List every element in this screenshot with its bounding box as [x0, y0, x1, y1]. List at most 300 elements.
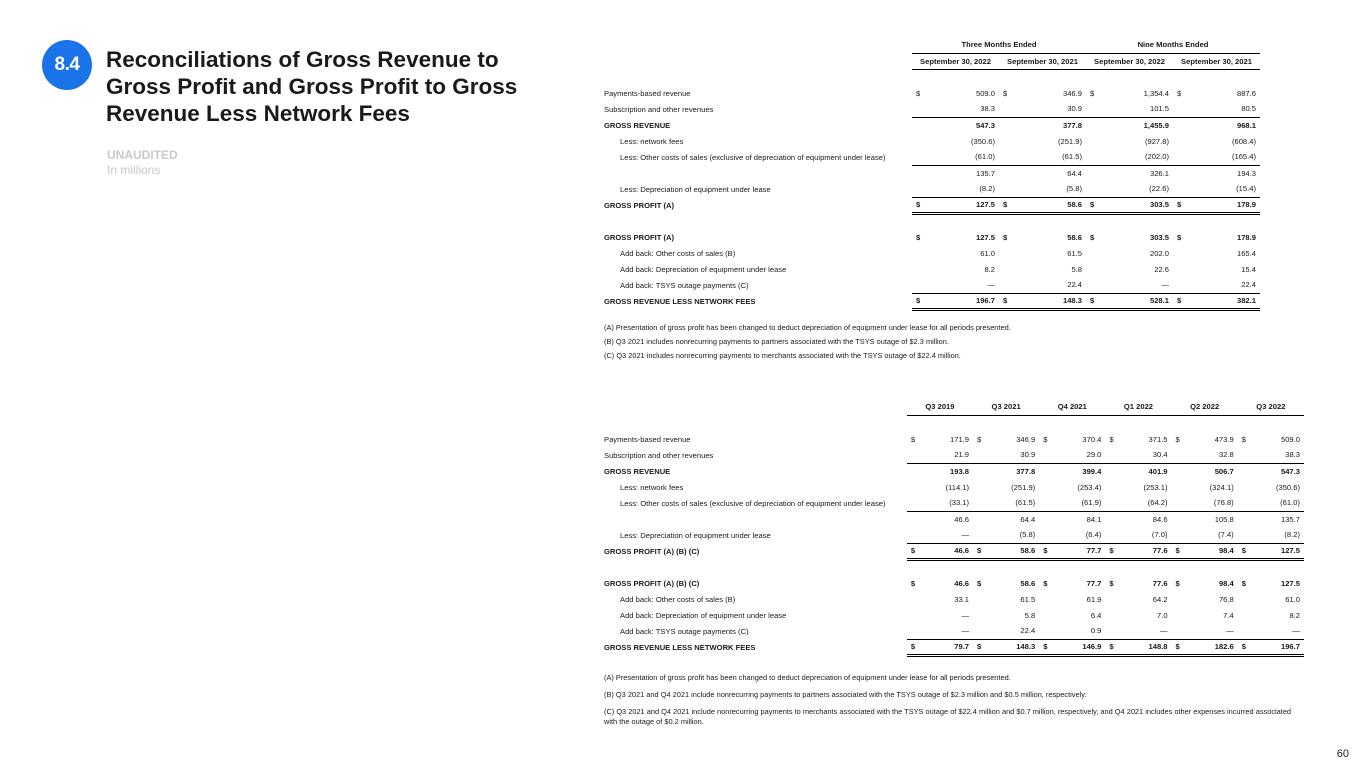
table-cell: (5.8) [1011, 181, 1086, 197]
currency-symbol [912, 165, 924, 181]
currency-symbol [1086, 181, 1098, 197]
currency-symbol [1086, 101, 1098, 117]
table-cell: 401.9 [1148, 466, 1168, 476]
currency-symbol [973, 479, 985, 495]
row-label: GROSS PROFIT (A) (B) (C) [604, 546, 700, 556]
currency-symbol [907, 607, 919, 623]
currency-symbol [1105, 527, 1117, 543]
currency-symbol [907, 623, 919, 639]
footnote: (A) Presentation of gross profit has been changed to deduct depreciation of equipment under lease for all periods presented. [604, 673, 1011, 682]
table-cell: 84.1 [1086, 514, 1102, 524]
table-row [604, 623, 1304, 639]
table-cell: 22.4 [1011, 277, 1086, 293]
table-cell: 7.4 [1223, 610, 1234, 620]
ytd-reconciliation-table [604, 37, 1260, 311]
table-cell: 346.9 [1016, 434, 1036, 444]
currency-symbol [1105, 623, 1117, 639]
table-cell: 127.5 [924, 197, 999, 213]
currency-symbol [1238, 591, 1250, 607]
table-cell: 346.9 [1062, 88, 1082, 98]
table-cell: (7.0) [1117, 527, 1171, 543]
table-cell: — [961, 610, 970, 620]
table-row [604, 575, 1304, 591]
table-cell: 98.4 [1184, 543, 1238, 559]
table-cell: (8.2) [1250, 527, 1304, 543]
row-label: GROSS PROFIT (A) (B) (C) [604, 578, 700, 588]
currency-symbol [1173, 117, 1185, 133]
table-cell: 127.5 [975, 232, 995, 242]
table-cell: (324.1) [1209, 482, 1234, 492]
group-header: Three Months Ended [912, 37, 1086, 53]
table-cell: 326.1 [1149, 168, 1169, 178]
table-cell: 33.1 [954, 594, 970, 604]
currency-symbol [1086, 117, 1098, 133]
column-header: Q2 2022 [1172, 399, 1238, 415]
currency-symbol [973, 447, 985, 463]
currency-symbol [973, 495, 985, 511]
currency-symbol [1086, 261, 1098, 277]
table-cell: (202.0) [1098, 149, 1173, 165]
table-cell: 146.9 [1051, 639, 1105, 655]
currency-symbol [912, 181, 924, 197]
table-cell: — [1098, 277, 1173, 293]
currency-symbol [999, 245, 1011, 261]
currency-symbol: $ [1105, 639, 1117, 655]
currency-symbol: $ [973, 639, 985, 655]
table-cell: 165.4 [1236, 248, 1256, 258]
column-header: September 30, 2021 [999, 53, 1086, 69]
table-cell: 58.6 [1011, 197, 1086, 213]
table-cell: 77.7 [1086, 578, 1102, 588]
row-label: Less: network fees [620, 136, 684, 146]
currency-symbol [907, 463, 919, 479]
currency-symbol [999, 149, 1011, 165]
currency-symbol [1039, 511, 1051, 527]
row-label: GROSS REVENUE [604, 466, 671, 476]
row-label: GROSS PROFIT (A) [604, 232, 675, 242]
table-cell: 61.9 [1086, 594, 1102, 604]
currency-symbol [999, 261, 1011, 277]
row-label: Add back: TSYS outage payments (C) [620, 280, 749, 290]
table-cell: 5.8 [1071, 264, 1082, 274]
table-cell: (114.1) [945, 482, 970, 492]
table-cell: (350.6) [1275, 482, 1300, 492]
currency-symbol [1238, 607, 1250, 623]
table-cell: (15.4) [1185, 181, 1260, 197]
table-cell: 64.4 [1020, 514, 1036, 524]
table-cell: 473.9 [1214, 434, 1234, 444]
currency-symbol [973, 527, 985, 543]
row-label: GROSS REVENUE [604, 120, 671, 130]
currency-symbol [912, 101, 924, 117]
table-cell: (350.6) [970, 136, 995, 146]
table-cell: 178.9 [1236, 232, 1256, 242]
currency-symbol [1172, 623, 1184, 639]
row-label: Less: Other costs of sales (exclusive of depreciation of equipment under lease) [620, 152, 886, 162]
page-number: 60 [1336, 748, 1349, 760]
currency-symbol [907, 447, 919, 463]
currency-symbol [1039, 591, 1051, 607]
table-row [604, 181, 1260, 197]
currency-symbol [1172, 447, 1184, 463]
currency-symbol [1172, 527, 1184, 543]
currency-symbol [907, 479, 919, 495]
currency-symbol: $ [1173, 293, 1185, 309]
table-cell: 30.9 [985, 447, 1039, 463]
currency-symbol [1238, 623, 1250, 639]
table-cell: 64.2 [1152, 594, 1168, 604]
table-cell: 22.6 [1154, 264, 1169, 274]
currency-symbol: $ [912, 197, 924, 213]
currency-symbol: $ [1177, 88, 1182, 98]
table-cell: 509.0 [1280, 434, 1300, 444]
row-label: Add back: TSYS outage payments (C) [620, 626, 749, 636]
table-cell: 64.4 [1067, 168, 1082, 178]
table-row [604, 543, 1304, 559]
currency-symbol: $ [1241, 578, 1246, 588]
table-row [604, 261, 1260, 277]
currency-symbol [1039, 607, 1051, 623]
table-cell: 21.9 [919, 447, 973, 463]
currency-symbol: $ [1172, 543, 1184, 559]
table-cell: 61.0 [980, 248, 995, 258]
currency-symbol: $ [916, 232, 921, 242]
column-header: Q3 2019 [907, 399, 973, 415]
table-cell: — [919, 527, 973, 543]
quarterly-reconciliation-table [604, 399, 1304, 657]
footnote: (B) Q3 2021 includes nonrecurring payments to partners associated with the TSYS outage of $2.3 million. [604, 337, 949, 346]
table-cell: 61.5 [1020, 594, 1036, 604]
currency-symbol [1039, 623, 1051, 639]
table-cell: 46.6 [954, 514, 970, 524]
currency-symbol: $ [1003, 232, 1008, 242]
table-row [604, 133, 1260, 149]
currency-symbol: $ [1173, 197, 1185, 213]
currency-symbol: $ [999, 293, 1011, 309]
row-label: Less: Other costs of sales (exclusive of depreciation of equipment under lease) [620, 498, 886, 508]
row-label: Add back: Depreciation of equipment under lease [620, 264, 787, 274]
table-cell: 196.7 [924, 293, 999, 309]
currency-symbol [1105, 447, 1117, 463]
table-cell: (61.5) [1011, 149, 1086, 165]
table-cell: (251.9) [1011, 482, 1036, 492]
currency-symbol: $ [1039, 543, 1051, 559]
currency-symbol [973, 591, 985, 607]
currency-symbol [1238, 463, 1250, 479]
table-cell: 6.4 [1090, 610, 1102, 620]
table-cell: 506.7 [1214, 466, 1234, 476]
table-cell: — [1184, 623, 1238, 639]
currency-symbol [1238, 511, 1250, 527]
currency-symbol [999, 181, 1011, 197]
currency-symbol [1039, 527, 1051, 543]
currency-symbol [973, 623, 985, 639]
table-cell: 0.9 [1051, 623, 1105, 639]
row-label: Add back: Other costs of sales (B) [620, 248, 736, 258]
row-label: Subscription and other revenues [604, 450, 714, 460]
currency-symbol [1172, 511, 1184, 527]
table-cell: 58.6 [1020, 578, 1036, 588]
table-cell: (61.5) [985, 495, 1039, 511]
row-label: Less: network fees [620, 482, 684, 492]
table-cell: 148.3 [1011, 293, 1086, 309]
table-cell: 46.6 [954, 578, 970, 588]
currency-symbol [1039, 495, 1051, 511]
currency-symbol [912, 149, 924, 165]
row-label [604, 165, 912, 181]
currency-symbol [907, 511, 919, 527]
table-cell: 98.4 [1218, 578, 1234, 588]
group-header: Nine Months Ended [1086, 37, 1260, 53]
currency-symbol [1105, 479, 1117, 495]
table-cell: 84.6 [1152, 514, 1168, 524]
table-cell: (22.6) [1098, 181, 1173, 197]
currency-symbol: $ [1109, 578, 1114, 588]
currency-symbol [1172, 463, 1184, 479]
table-cell: 77.6 [1152, 578, 1168, 588]
table-row [604, 117, 1260, 133]
currency-symbol [999, 277, 1011, 293]
row-label: Subscription and other revenues [604, 104, 714, 114]
currency-symbol: $ [1177, 232, 1182, 242]
currency-symbol: $ [977, 578, 982, 588]
table-cell: 29.0 [1051, 447, 1105, 463]
currency-symbol [973, 463, 985, 479]
table-row [604, 293, 1260, 309]
currency-symbol [1238, 479, 1250, 495]
table-cell: 371.5 [1148, 434, 1168, 444]
currency-symbol [1105, 463, 1117, 479]
table-cell: 377.8 [1062, 120, 1082, 130]
currency-symbol [1105, 511, 1117, 527]
currency-symbol: $ [907, 543, 919, 559]
table-cell: 303.5 [1149, 232, 1169, 242]
table-cell: 46.6 [919, 543, 973, 559]
table-cell: 101.5 [1098, 101, 1173, 117]
table-cell: 8.2 [984, 264, 995, 274]
currency-symbol [907, 527, 919, 543]
currency-symbol [1173, 261, 1185, 277]
table-cell: (64.2) [1117, 495, 1171, 511]
row-label: GROSS PROFIT (A) [604, 200, 675, 210]
currency-symbol [907, 591, 919, 607]
currency-symbol: $ [912, 293, 924, 309]
table-cell: (61.9) [1051, 495, 1105, 511]
table-cell: 377.8 [1016, 466, 1036, 476]
currency-symbol [912, 133, 924, 149]
row-label: Add back: Depreciation of equipment under lease [620, 610, 787, 620]
currency-symbol: $ [1003, 88, 1008, 98]
table-cell: 22.4 [1185, 277, 1260, 293]
currency-symbol [1238, 495, 1250, 511]
currency-symbol [1173, 133, 1185, 149]
currency-symbol [912, 261, 924, 277]
table-cell: 38.3 [924, 101, 999, 117]
currency-symbol: $ [1175, 434, 1180, 444]
table-row [604, 165, 1260, 181]
table-cell: 15.4 [1241, 264, 1256, 274]
currency-symbol: $ [916, 88, 921, 98]
table-row [604, 607, 1304, 623]
table-cell: 547.3 [1280, 466, 1300, 476]
column-header: Q3 2021 [973, 399, 1039, 415]
table-cell: 22.4 [985, 623, 1039, 639]
currency-symbol: $ [1039, 639, 1051, 655]
table-cell: 79.7 [919, 639, 973, 655]
currency-symbol: $ [1172, 639, 1184, 655]
currency-symbol [1039, 479, 1051, 495]
footnote: (B) Q3 2021 and Q4 2021 include nonrecurring payments to partners associated with the TSYS outage of $2.3 million and $0.5 million, respectively. [604, 690, 1087, 699]
table-cell: 194.3 [1236, 168, 1256, 178]
table-cell: 193.8 [950, 466, 970, 476]
table-row [604, 527, 1304, 543]
table-cell: 5.8 [1024, 610, 1036, 620]
column-header: September 30, 2021 [1173, 53, 1260, 69]
currency-symbol [1173, 165, 1185, 181]
table-cell: — [1117, 623, 1171, 639]
row-label: Less: Depreciation of equipment under lease [620, 530, 771, 540]
units-label: In millions [107, 163, 161, 177]
currency-symbol: $ [1238, 639, 1250, 655]
table-cell: 528.1 [1098, 293, 1173, 309]
currency-symbol: $ [1105, 543, 1117, 559]
table-row [604, 101, 1260, 117]
table-row [604, 511, 1304, 527]
currency-symbol: $ [1086, 197, 1098, 213]
row-label: GROSS REVENUE LESS NETWORK FEES [604, 296, 756, 306]
currency-symbol [999, 117, 1011, 133]
page-title: Reconciliations of Gross Revenue to Gross Profit and Gross Profit to Gross Revenue Less Network Fees [106, 47, 518, 126]
currency-symbol [1172, 607, 1184, 623]
currency-symbol [1173, 277, 1185, 293]
currency-symbol: $ [1241, 434, 1246, 444]
table-cell: 58.6 [985, 543, 1039, 559]
table-cell: (165.4) [1185, 149, 1260, 165]
row-label: Payments-based revenue [604, 434, 691, 444]
table-row [604, 431, 1304, 447]
currency-symbol [999, 133, 1011, 149]
table-cell: 77.6 [1117, 543, 1171, 559]
table-cell: — [1250, 623, 1304, 639]
currency-symbol [1105, 495, 1117, 511]
currency-symbol [973, 607, 985, 623]
ytd-reconciliation-notes [604, 323, 1304, 365]
currency-symbol: $ [910, 578, 916, 588]
unaudited-label: UNAUDITED [107, 148, 178, 162]
currency-symbol: $ [1043, 434, 1048, 444]
table-cell: 303.5 [1098, 197, 1173, 213]
currency-symbol [973, 511, 985, 527]
currency-symbol [1086, 277, 1098, 293]
currency-symbol [1173, 181, 1185, 197]
table-cell: 1,455.9 [1143, 120, 1169, 130]
currency-symbol [1173, 149, 1185, 165]
currency-symbol [1238, 527, 1250, 543]
currency-symbol [1105, 607, 1117, 623]
currency-symbol [1039, 463, 1051, 479]
table-cell: 382.1 [1185, 293, 1260, 309]
table-cell: 135.7 [975, 168, 995, 178]
table-cell: 182.6 [1184, 639, 1238, 655]
table-cell: 127.5 [1250, 543, 1304, 559]
table-cell: 148.3 [985, 639, 1039, 655]
table-row [604, 495, 1304, 511]
footnote: (C) Q3 2021 includes nonrecurring payments to merchants associated with the TSYS outage of $22.4 million. [604, 351, 961, 360]
table-cell: 1,354.4 [1143, 88, 1169, 98]
table-cell: 135.7 [1280, 514, 1300, 524]
table-cell: (608.4) [1231, 136, 1256, 146]
table-cell: 171.9 [950, 434, 970, 444]
table-row [604, 197, 1260, 213]
column-header: Q4 2021 [1039, 399, 1105, 415]
table-cell: — [924, 277, 999, 293]
currency-symbol: $ [1109, 434, 1114, 444]
column-header: September 30, 2022 [1086, 53, 1173, 69]
table-cell: 30.4 [1117, 447, 1171, 463]
table-cell: 8.2 [1289, 610, 1300, 620]
table-cell: 399.4 [1082, 466, 1102, 476]
table-cell: (927.8) [1144, 136, 1169, 146]
row-label [604, 511, 907, 527]
table-cell: (8.2) [924, 181, 999, 197]
table-cell: 58.6 [1067, 232, 1082, 242]
currency-symbol: $ [1086, 293, 1098, 309]
currency-symbol [1105, 591, 1117, 607]
table-cell: 61.5 [1067, 248, 1082, 258]
table-cell: 178.9 [1185, 197, 1260, 213]
currency-symbol: $ [1090, 232, 1095, 242]
quarterly-reconciliation-notes [604, 673, 1304, 734]
currency-symbol: $ [1043, 578, 1048, 588]
table-cell: 202.0 [1149, 248, 1169, 258]
table-row [604, 463, 1304, 479]
table-cell: (253.1) [1143, 482, 1168, 492]
table-cell: (6.4) [1051, 527, 1105, 543]
table-cell: — [919, 623, 973, 639]
currency-symbol [1172, 591, 1184, 607]
table-row [604, 85, 1260, 101]
currency-symbol [1173, 101, 1185, 117]
table-cell: 7.0 [1156, 610, 1168, 620]
currency-symbol: $ [1238, 543, 1250, 559]
table-cell: 30.9 [1011, 101, 1086, 117]
table-row [604, 277, 1260, 293]
table-cell: (251.9) [1057, 136, 1082, 146]
currency-symbol: $ [910, 434, 916, 444]
currency-symbol [1086, 245, 1098, 261]
table-cell: (7.4) [1184, 527, 1238, 543]
table-cell: (61.0) [1250, 495, 1304, 511]
table-cell: 76.8 [1218, 594, 1234, 604]
currency-symbol [912, 277, 924, 293]
column-header: Q3 2022 [1238, 399, 1304, 415]
row-label: Less: Depreciation of equipment under lease [620, 184, 771, 194]
currency-symbol: $ [999, 197, 1011, 213]
currency-symbol [1086, 149, 1098, 165]
table-cell: 547.3 [975, 120, 995, 130]
table-cell: (61.0) [924, 149, 999, 165]
table-row [604, 479, 1304, 495]
table-cell: 77.7 [1051, 543, 1105, 559]
table-cell: 105.8 [1214, 514, 1234, 524]
table-cell: (33.1) [919, 495, 973, 511]
currency-symbol [907, 495, 919, 511]
column-header: September 30, 2022 [912, 53, 999, 69]
currency-symbol [1086, 165, 1098, 181]
table-row [604, 591, 1304, 607]
currency-symbol [1172, 495, 1184, 511]
currency-symbol [912, 117, 924, 133]
